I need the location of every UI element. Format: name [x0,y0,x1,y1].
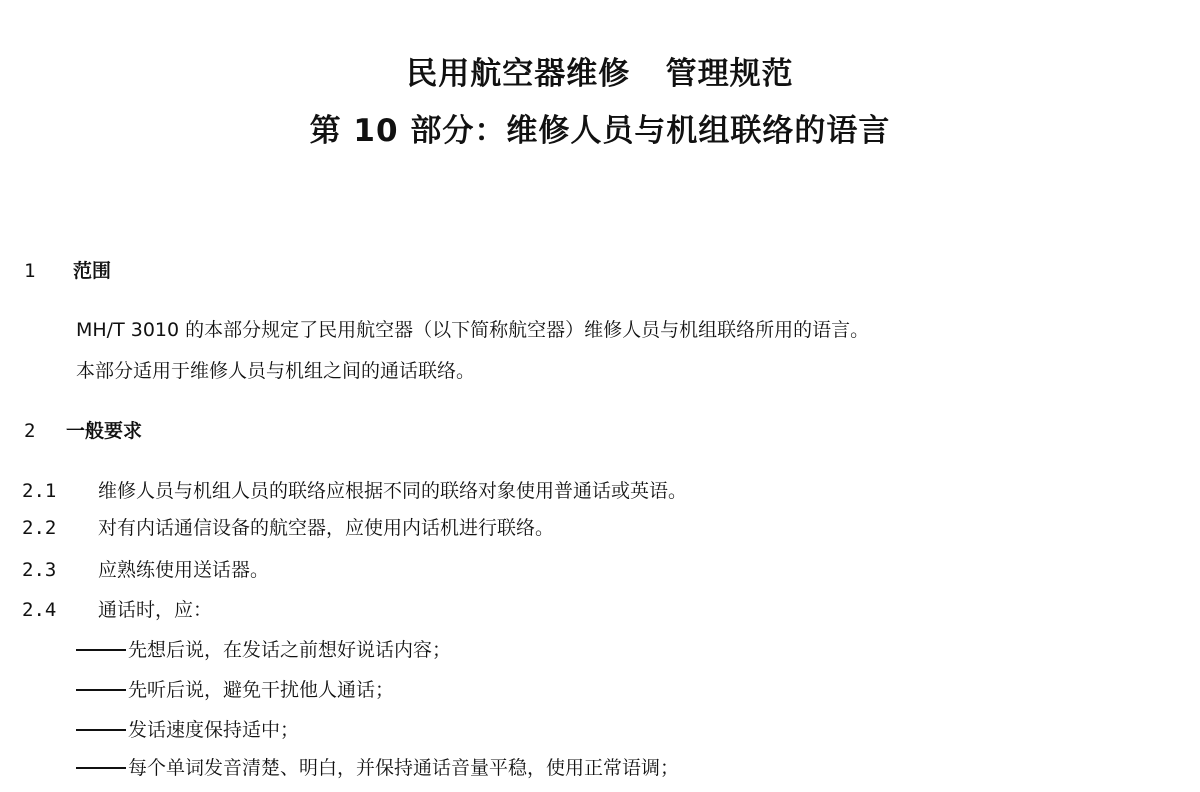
section-2-heading: 一般要求 [66,420,143,442]
bullet-text: 发话速度保持适中； [128,719,300,741]
bullet-item [76,755,679,781]
em-dash-mark [76,767,126,769]
item-2-2-text: 对有内话通信设备的航空器，应使用内话机进行联络。 [98,517,555,539]
em-dash-mark [76,649,126,651]
bullet-item [76,717,299,743]
bullet-text: 先听后说，避免干扰他人通话； [128,679,395,701]
em-dash-mark [76,729,126,731]
section-1-paragraph-2: 本部分适用于维修人员与机组之间的通话联络。 [76,360,476,382]
item-2-1-text: 维修人员与机组人员的联络应根据不同的联络对象使用普通话或英语。 [98,480,688,502]
item-2-3-number: 2.3 [22,559,57,581]
document-title-line1: 民用航空器维修 管理规范 [406,56,794,92]
section-2-number: 2 [24,420,36,442]
item-2-1-number: 2.1 [22,480,57,502]
bullet-item [76,637,451,663]
bullet-item [76,677,394,703]
em-dash-mark [76,689,126,691]
document-title-line2: 第 10 部分：维修人员与机组联络的语言 [309,113,891,149]
section-1-number: 1 [24,260,36,282]
item-2-2-number: 2.2 [22,517,57,539]
section-1-heading: 范围 [73,260,112,282]
item-2-3-text: 应熟练使用送话器。 [98,559,270,581]
item-2-4-number: 2.4 [22,599,57,621]
bullet-text: 每个单词发音清楚、明白，并保持通话音量平稳，使用正常语调； [128,757,680,779]
section-1-paragraph-1: MH/T 3010 的本部分规定了民用航空器（以下简称航空器）维修人员与机组联络所用的语言。 [76,319,870,341]
bullet-text: 先想后说，在发话之前想好说话内容； [128,639,452,661]
item-2-4-text: 通话时，应： [98,599,213,621]
